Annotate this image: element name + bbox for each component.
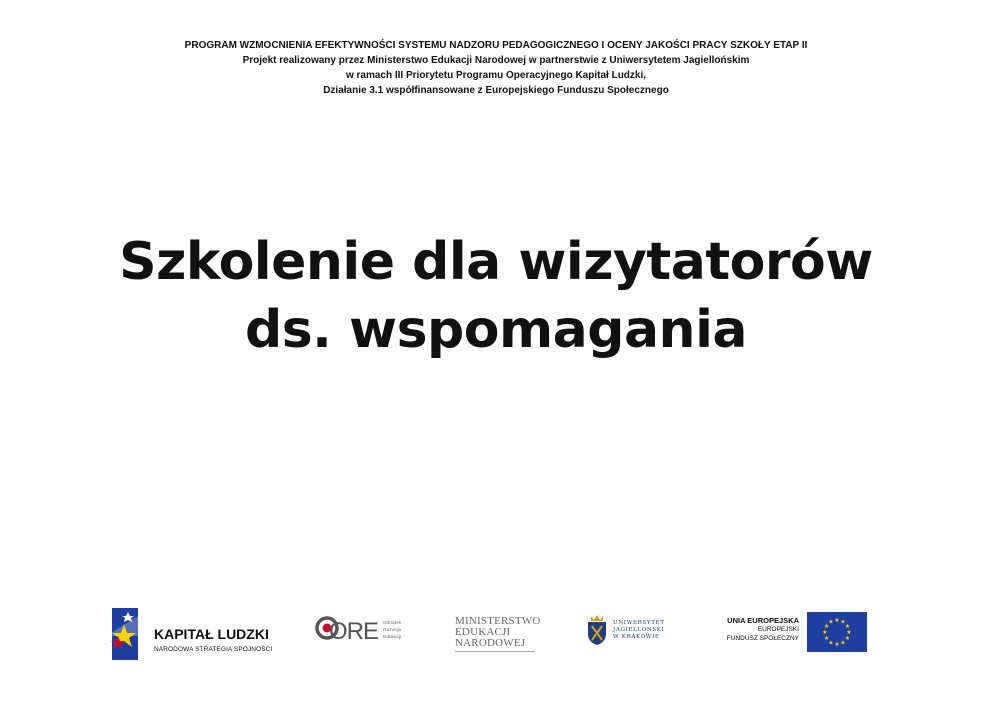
header-line-1: PROGRAM WZMOCNIENIA EFEKTYWNOŚCI SYSTEMU NADZORU PEDAGOGICZNEGO I OCENY JAKOŚCI PRACY SZKOŁY ETAP II — [184, 40, 808, 51]
title-line-2: ds. wspomagania — [245, 300, 747, 360]
uj-name — [613, 620, 665, 641]
ore-sub-2: Rozwoju — [383, 628, 402, 633]
eu-star-icon: ★ — [823, 636, 830, 642]
eu-star-icon: ★ — [822, 630, 828, 636]
eu-star-icon: ★ — [846, 630, 852, 636]
eu-star-icon: ★ — [834, 642, 840, 648]
men-line-3: NARODOWEJ — [455, 637, 526, 649]
kapital-ludzki-star-icon — [104, 606, 146, 662]
ministerstwo-logo — [455, 616, 545, 664]
kapital-ludzki-name: KAPITAŁ LUDZKI — [154, 626, 269, 642]
slide-title — [0, 228, 992, 364]
men-line-2: EDUKACJI — [455, 626, 511, 638]
eu-star-icon: ★ — [823, 624, 830, 630]
uj-line-1: UNIWERSYTET — [613, 620, 665, 626]
header-line-2: Projekt realizowany przez Ministerstwo Edukacji Narodowej w partnerstwie z Uniwersytetem Jagiellońskim — [242, 55, 750, 66]
header-line-4: Działanie 3.1 współfinansowane z Europejskiego Funduszu Społecznego — [323, 85, 669, 96]
ore-sub-1: Ośrodek — [383, 621, 402, 626]
logo-bar — [0, 600, 992, 670]
uj-crest-icon — [585, 614, 609, 646]
title-line-1: Szkolenie dla wizytatorów — [119, 232, 873, 292]
eu-star-icon: ★ — [834, 618, 840, 624]
ore-name: ORE — [329, 618, 379, 645]
eu-star-icon: ★ — [828, 619, 834, 626]
uj-line-2: JAGIELLOŃSKI — [613, 627, 665, 633]
eu-star-icon: ★ — [828, 640, 834, 647]
eu-star-icon: ★ — [840, 640, 846, 647]
kapital-ludzki-subtitle: NARODOWA STRATEGIA SPÓJNOŚCI — [154, 646, 273, 653]
uj-logo — [585, 614, 680, 650]
ore-sub-3: Edukacji — [383, 635, 402, 640]
uj-line-3: W KRAKOWIE — [613, 634, 660, 640]
eu-star-icon: ★ — [844, 636, 851, 642]
ore-subtitle — [383, 620, 401, 641]
eu-line-3: FUNDUSZ SPOŁECZNY — [726, 635, 799, 642]
kapital-ludzki-logo — [104, 606, 294, 662]
header-line-3: w ramach III Priorytetu Programu Operacyjnego Kapitał Ludzki, — [345, 70, 647, 81]
ore-logo — [315, 614, 425, 650]
eu-text — [727, 616, 799, 643]
program-header — [0, 38, 992, 98]
eu-line-1: UNIA EUROPEJSKA — [727, 616, 799, 625]
eu-logo — [712, 610, 867, 660]
men-line-1: MINISTERSTWO — [455, 615, 541, 627]
eu-flag-icon — [807, 612, 867, 652]
eu-star-icon: ★ — [844, 624, 851, 630]
eu-line-2: EUROPEJSKI — [757, 626, 799, 633]
men-divider — [455, 651, 535, 652]
eu-star-icon: ★ — [840, 619, 846, 626]
